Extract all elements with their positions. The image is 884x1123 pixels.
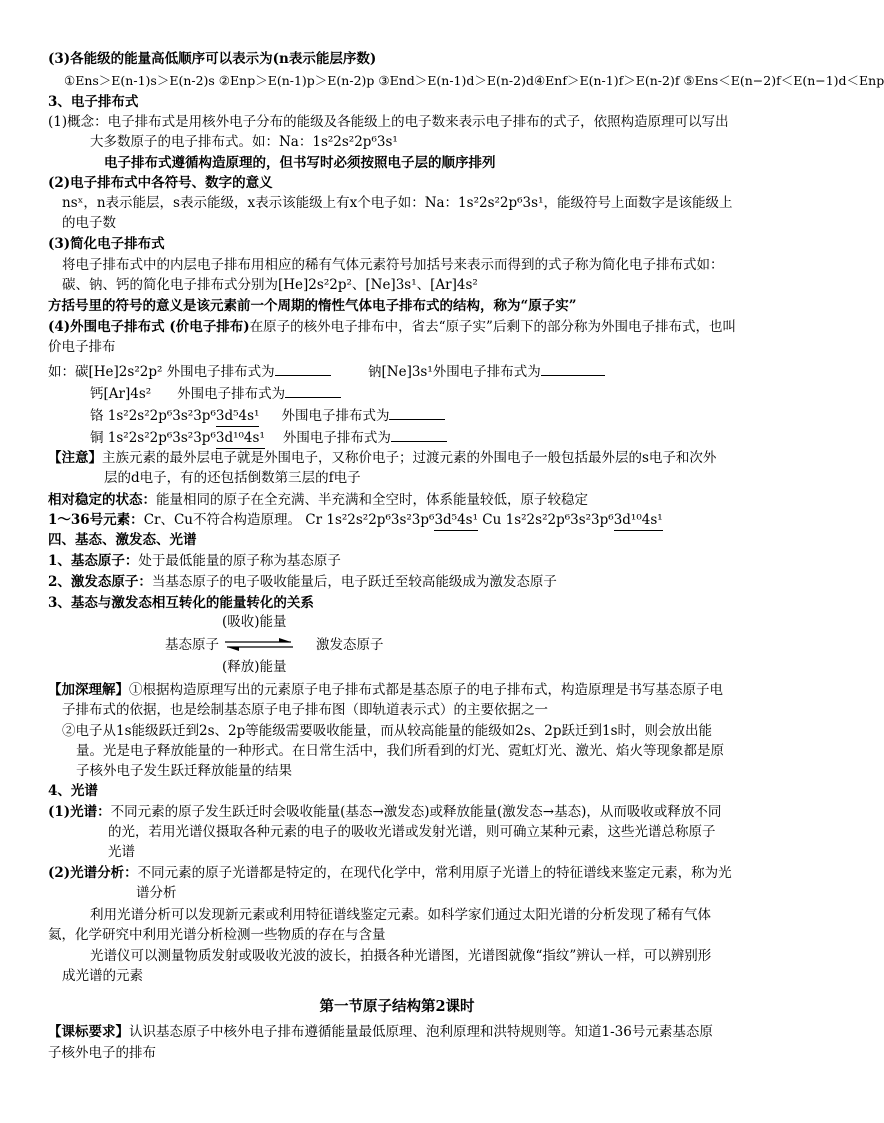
analysis-para-1: 利用光谱分析可以发现新元素或利用特征谱线鉴定元素。如科学家们通过太阳光谱的分析发现了稀有气体 [90, 907, 711, 923]
diagram-excited-label: 激发态原子 [316, 637, 384, 653]
simplified-line-2: 碳、钠、钙的简化电子排布式分别为[He]2s²2p²、[Ne]3s¹、[Ar]4s² [62, 277, 478, 293]
section-title: 第一节原子结构第2课时 [319, 998, 475, 1015]
deepen-line-2: 子排布式的依据，也是绘制基态原子电子排布图（即轨道表示式）的主要依据之一 [62, 702, 548, 718]
deepen-line-4: 量。光是电子释放能量的一种形式。在日常生活中，我们所看到的灯光、霓虹灯光、激光、焰火等现象都是原 [76, 743, 724, 759]
sodium-exercise: 钠[Ne]3s¹外围电子排布式为 [368, 361, 605, 382]
answer-blank [541, 361, 605, 376]
carbon-exercise: 如：碳[He]2s²2p² 外围电子排布式为 [48, 361, 331, 382]
double-arrow-icon [223, 636, 295, 654]
concept-line-2: 大多数原子的电子排布式。如：Na：1s²2s²2p⁶3s¹ [90, 134, 398, 150]
spectrum-line-3: 光谱 [108, 844, 135, 860]
attention-line-2: 层的d电子，有的还包括倒数第三层的f电子 [104, 470, 361, 486]
core-note: 方括号里的符号的意义是该元素前一个周期的惰性气体电子排布式的结构，称为“原子实” [48, 298, 577, 314]
analysis-para-3: 光谱仪可以测量物质发射或吸收光波的波长，拍摄各种光谱图，光谱图就像“指纹”辨认一样，可以辨别形 [90, 948, 712, 964]
analysis-para-4: 成光谱的元素 [62, 968, 143, 984]
analysis-line-1: (2)光谱分析：不同元素的原子光谱都是特定的，在现代化学中，常利用原子光谱上的特征谱线来鉴定元素，称为光 [48, 865, 732, 881]
energy-order-heading: (3)各能级的能量高低顺序可以表示为(n表示能层序数) [48, 51, 377, 67]
spectrum-line-2: 的光，若用光谱仪摄取各种元素的电子的吸收光谱或发射光谱，则可确立某种元素，这些光谱总称原子 [108, 824, 716, 840]
deepen-line-1: 【加深理解】①根据构造原理写出的元素原子电子排布式都是基态原子的电子排布式，构造原理是书写基态原子电 [48, 682, 723, 698]
attention-line-1: 【注意】主族元素的最外层电子就是外围电子，又称价电子；过渡元素的外围电子一般包括最外层的s电子和次外 [48, 450, 717, 466]
answer-blank [391, 427, 447, 442]
symbols-line-2: 的电子数 [62, 215, 116, 231]
simplified-line-1: 将电子排布式中的内层电子排布用相应的稀有气体元素符号加括号来表示而得到的式子称为简化电子排布式如： [62, 257, 724, 273]
spectrum-heading: 4、光谱 [48, 783, 98, 799]
chromium-exercise: 铬 1s²2s²2p⁶3s²3p⁶3d⁵4s¹ 外围电子排布式为 [90, 405, 445, 427]
part-4-heading: 四、基态、激发态、光谱 [48, 532, 197, 548]
diagram-ground-label: 基态原子 [165, 637, 219, 653]
analysis-para-2: 氦，化学研究中利用光谱分析检测一些物质的存在与含量 [48, 927, 386, 943]
diagram-release-label: (释放)能量 [222, 659, 287, 675]
deepen-line-3: ②电子从1s能级跃迁到2s、2p等能级需要吸收能量，而从较高能量的能级如2s、2p跃迁到1s时，则会放出能 [62, 723, 713, 739]
standard-line-2: 子核外电子的排布 [48, 1045, 156, 1061]
answer-blank [389, 405, 445, 420]
symbols-line-1: nsˣ，n表示能层，s表示能级，x表示该能级上有x个电子如：Na：1s²2s²2p⁶3s¹，能级符号上面数字是该能级上 [62, 195, 733, 211]
exceptions-line: 1～36号元素：Cr、Cu不符合构造原理。 Cr 1s²2s²2p⁶3s²3p⁶3d⁵4s¹ Cu 1s²2s²2p⁶3s²3p⁶3d¹⁰4s¹ [48, 511, 663, 531]
ground-state-def: 1、基态原子：处于最低能量的原子称为基态原子 [48, 553, 341, 569]
diagram-absorb-label: (吸收)能量 [222, 614, 287, 630]
analysis-line-2: 谱分析 [136, 885, 177, 901]
energy-order-formulas: ①Ens＞E(n-1)s＞E(n-2)s ②Enp＞E(n-1)p＞E(n-2)p ③End＞E(n-1)d＞E(n-2)d④Enf＞E(n-1)f＞E(n-2)f ⑤Ens＜E(n−2)f＜E(n−1)d＜Enp [64, 73, 884, 88]
concept-note: 电子排布式遵循构造原理的，但书写时必须按照电子层的顺序排列 [104, 155, 496, 171]
energy-conversion-heading: 3、基态与激发态相互转化的能量转化的关系 [48, 595, 314, 611]
section-3-heading: 3、电子排布式 [48, 94, 139, 110]
simplified-heading: (3)简化电子排布式 [48, 236, 165, 252]
copper-exercise: 铜 1s²2s²2p⁶3s²3p⁶3d¹⁰4s¹ 外围电子排布式为 [90, 427, 447, 449]
deepen-line-5: 子核外电子发生跃迁释放能量的结果 [76, 763, 292, 779]
stable-state: 相对稳定的状态：能量相同的原子在全充满、半充满和全空时，体系能量较低，原子较稳定 [48, 492, 588, 508]
standard-line-1: 【课标要求】认识基态原子中核外电子排布遵循能量最低原理、泡利原理和洪特规则等。知道1-36号元素基态原 [48, 1024, 713, 1040]
answer-blank [285, 383, 341, 398]
answer-blank [275, 361, 331, 376]
symbols-heading: (2)电子排布式中各符号、数字的意义 [48, 175, 273, 191]
spectrum-line-1: (1)光谱：不同元素的原子发生跃迁时会吸收能量(基态→激发态)或释放能量(激发态→基态)，从而吸收或释放不同 [48, 804, 722, 820]
valence-line-2: 价电子排布 [48, 339, 116, 355]
concept-line-1: (1)概念：电子排布式是用核外电子分布的能级及各能级上的电子数来表示电子排布的式子，依照构造原理可以写出 [48, 114, 729, 130]
excited-state-def: 2、激发态原子：当基态原子的电子吸收能量后，电子跃迁至较高能级成为激发态原子 [48, 574, 557, 590]
valence-line-1: (4)外围电子排布式 (价电子排布)在原子的核外电子排布中，省去“原子实”后剩下的部分称为外围电子排布式，也叫 [48, 319, 736, 335]
calcium-exercise: 钙[Ar]4s² 外围电子排布式为 [90, 383, 341, 404]
